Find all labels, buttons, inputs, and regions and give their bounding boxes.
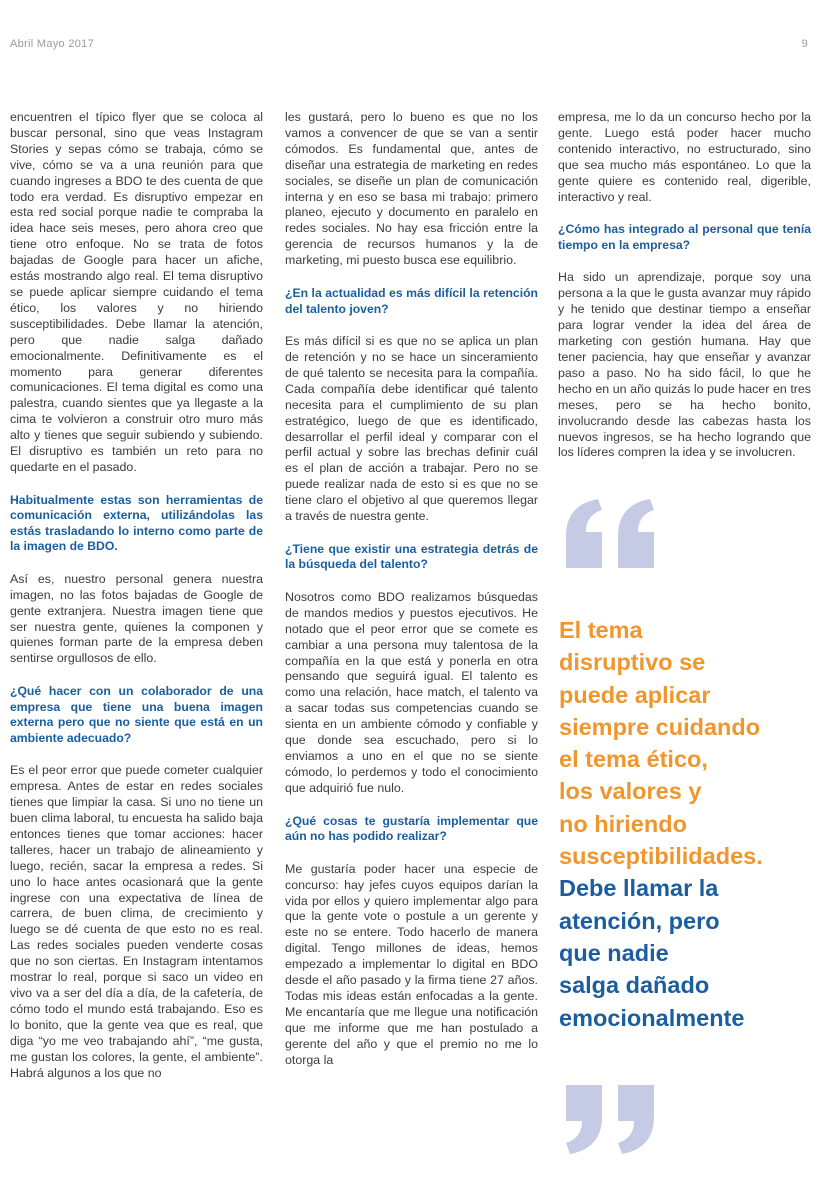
question-heading: ¿Tiene que existir una estrategia detrás de la búsqueda del talento?	[285, 541, 538, 572]
body-paragraph: Es el peor error que puede cometer cualquier empresa. Antes de estar en redes sociales tienes que limpiar la casa. Si uno no tiene un buen clima laboral, tu encuesta ha salido baja entonces tienes que tomar acciones: hacer talleres, hacer un trabajo de alineamiento y luego, recién, sacar la empresa a redes. Si uno lo hace antes ocasionará que la gente ingrese con una expectativa de línea de carrera, de buen clima, de crecimiento y luego se dé cuenta de que esto no es real. Las redes sociales pueden venderte cosas que no son ciertas. En Instagram intentamos mostrar lo real, porque si saco un video en vivo va a ser del día a día, de la cafetería, de cómo todo el mundo está trabajando. Eso es lo bonito, que la gente vea que es real, que diga “yo me veo trabajando ahí”, “me gusta, me gustan los colores, la gente, el ambiente”. Habrá algunos a los que no	[10, 763, 263, 1080]
pull-quote-line: atención, pero	[559, 907, 720, 934]
pull-quote-line: emocionalmente	[559, 1004, 745, 1031]
question-heading: ¿Cómo has integrado al personal que tenía tiempo en la empresa?	[558, 222, 811, 252]
pull-quote-line: el tema ético,	[559, 746, 708, 773]
pull-quote-orange	[559, 614, 814, 872]
body-paragraph: Así es, nuestro personal genera nuestra imagen, no las fotos bajadas de Google de gente extranjera. Nuestra imagen tiene que ser nuestra gente, quienes la componen y quienes forman parte de la empresa deben sentirse orgullosos de ello.	[10, 571, 263, 666]
pull-quote-line: Debe llamar la	[559, 875, 719, 902]
question-heading: ¿Qué hacer con un colaborador de una empresa que tiene una buena imagen externa pero que no siente que está en un ambiente adecuado?	[10, 684, 263, 745]
column-1	[10, 110, 263, 1098]
question-heading: Habitualmente estas son herramientas de comunicación externa, utilizándolas las estás trasladando lo interno como parte de la imagen de BDO.	[10, 492, 263, 554]
pull-quote-line: disruptivo se	[559, 649, 706, 676]
body-paragraph: Es más difícil si es que no se aplica un plan de retención y no se hace un sinceramiento de qué talento se necesita para la compañía. Cada compañía debe identificar qué talento necesita para el cumplimiento de su plan estratégico, luego de que es identificado, desarrollar el perfil ideal y comparar con el perfil actual y sobre las brechas definir cuál es el plan de acción a trabajar. Pero no se puede realizar nada de esto si es que no se tiene claro el objetivo al que queremos llegar a través de nuestra gente.	[285, 334, 538, 524]
open-quote-icon	[560, 498, 664, 570]
body-paragraph: empresa, me lo da un concurso hecho por la gente. Luego está poder hacer mucho contenido interactivo, no estructurado, sino que sea mucho más espontáneo. Lo que la gente quiere es contenido real, digerible, interactivo y real.	[558, 110, 811, 204]
page-number: 9	[801, 38, 808, 50]
pull-quote-line: siempre cuidando	[559, 713, 761, 740]
pull-quote-line: El tema	[559, 617, 643, 643]
pull-quote-line: salga dañado	[559, 972, 710, 999]
question-heading: ¿En la actualidad es más difícil la retención del talento joven?	[285, 286, 538, 316]
pull-quote-line: puede aplicar	[559, 681, 711, 708]
body-paragraph: Nosotros como BDO realizamos búsquedas de mandos medios y puestos ejecutivos. He notado que el peor error que se comete es cambiar a una persona muy talentosa de la compañía en la que está y ponerla en otra pensando que seguirá igual. El talento es como una relación, hace match, el talento va a sacar todas sus competencias cuando se sienta en un ambiente cómodo y confiable y que donde sea escuchado, pero si lo enviamos a uno en el que no se siente cómodo, lo perdemos y todo el conocimiento que adquirió fue nulo.	[285, 589, 538, 795]
column-2	[285, 110, 538, 1086]
question-heading: ¿Qué cosas te gustaría implementar que aún no has podido realizar?	[285, 813, 538, 844]
body-paragraph: Ha sido un aprendizaje, porque soy una persona a la que le gusta avanzar muy rápido y he tenido que destinar tiempo a enseñar para lograr vender la idea del área de marketing con gestión humana. Hay que tener paciencia, hay que enseñar y avanzar paso a paso. No ha sido fácil, lo que he hecho en un año quizás lo pude hacer en tres meses, pero se ha hecho bonito, involucrando desde las cabezas hasta los nuevos ingresos, se ha hecho logrando que los líderes compren la idea y se involucren.	[558, 270, 811, 460]
body-paragraph: Me gustaría poder hacer una especie de concurso: hay jefes cuyos equipos darían la vida por ellos y quiero implementar algo para que la gente vote o postule a un gerente y este no se entere. Todo hacerlo de manera digital. Tengo millones de ideas, hemos empezado a implementar lo digital en BDO desde el año pasado y la firma tiene 27 años. Todas mis ideas están enfocadas a la gente. Me encantaría que me llegue una notificación que me informe que me han postulado a gerente del año y que el premio no me lo otorga la	[285, 861, 538, 1067]
pull-quote	[559, 614, 814, 1034]
body-paragraph: les gustará, pero lo bueno es que no los vamos a convencer de que se van a sentir cómodos. Es fundamental que, antes de diseñar una estrategia de marketing en redes sociales, se diseñe un plan de comunicación interna y en eso se basa mi trabajo: primero planeo, ejecuto y documento en paralelo en redes sociales. No hay esa fricción entre la gerencia de recursos humanos y la de marketing, mi puesto busca ese equilibrio.	[285, 110, 538, 268]
pull-quote-line: que nadie	[559, 939, 669, 966]
pull-quote-line: los valores y	[559, 778, 702, 805]
pull-quote-blue	[559, 872, 814, 1033]
close-quote-icon	[560, 1083, 664, 1155]
pull-quote-line: susceptibilidades.	[559, 843, 763, 870]
issue-date: Abril Mayo 2017	[10, 38, 94, 50]
body-paragraph: encuentren el típico flyer que se coloca al buscar personal, sino que veas Instagram Stories y sepas cómo se trabaja, cómo se vive, cómo se va a una reunión para que cuando ingreses a BDO te des cuenta de que todo era verdad. Es disruptivo empezar en esta red social porque nadie te compraba la idea hace seis meses, pero ahora creo que tiene otro enfoque. No se trata de fotos bajadas de Google para hacer un afiche, estás mostrando algo real. El tema disruptivo se puede aplicar siempre cuidando el tema ético, los valores y no hiriendo susceptibilidades. Debe llamar la atención, pero que nadie salga dañado emocionalmente. Definitivamente es el momento para generar diferentes comunicaciones. El tema digital es como una palestra, cuando sientes que ya llegaste a la cima te volvieron a construir otro muro más alto y tienes que seguir subiendo y subiendo. El disruptivo es también un reto para no quedarte en el pasado.	[10, 110, 263, 474]
column-3	[558, 110, 811, 478]
pull-quote-line: no hiriendo	[559, 810, 687, 837]
